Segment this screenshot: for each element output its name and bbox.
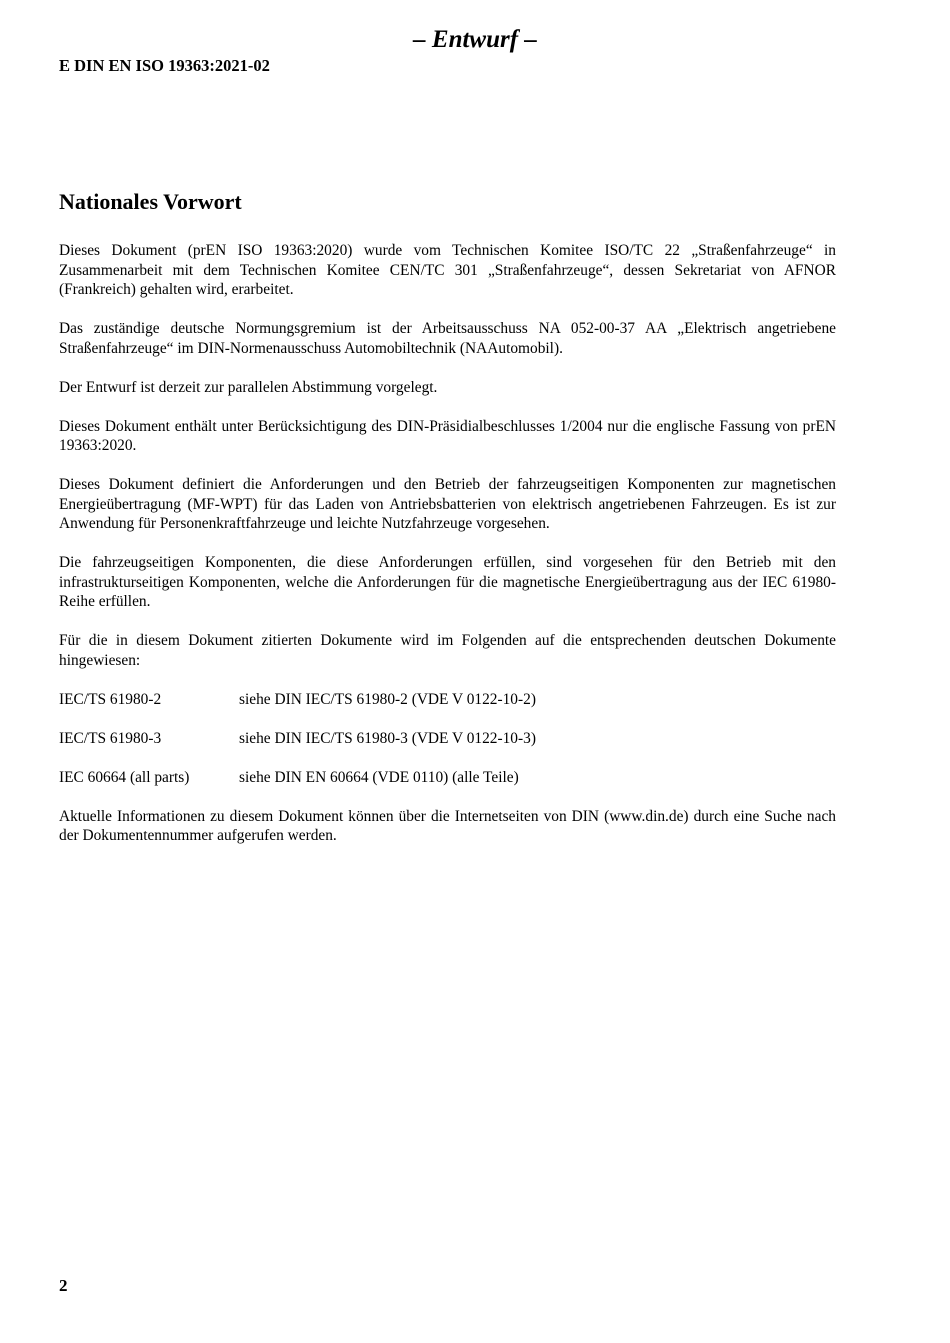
paragraph-current-information: Aktuelle Informationen zu diesem Dokument können über die Internetseiten von DIN (www.din.de) durch eine Suche nach der Dokumentennummer aufgerufen werden.	[59, 807, 836, 844]
reference-row	[59, 729, 836, 749]
document-identifier: E DIN EN ISO 19363:2021-02	[59, 56, 270, 75]
reference-international: IEC/TS 61980-2	[59, 690, 162, 708]
paragraph-responsible-body: Das zuständige deutsche Normungsgremium ist der Arbeitsausschuss NA 052-00-37 AA „Elektrisch angetriebene Straßenfahrzeuge“ im DIN-Normenausschuss Automobiltechnik (NAAutomobil).	[59, 320, 836, 357]
paragraph-references-intro: Für die in diesem Dokument zitierten Dokumente wird im Folgenden auf die entsprechenden deutschen Dokumente hingewiesen:	[59, 632, 836, 669]
reference-national: siehe DIN EN 60664 (VDE 0110) (alle Teile)	[239, 768, 519, 786]
paragraph-committee: Dieses Dokument (prEN ISO 19363:2020) wurde vom Technischen Komitee ISO/TC 22 „Straßenfahrzeuge“ in Zusammenarbeit mit dem Technischen Komitee CEN/TC 301 „Straßenfahrzeuge“, dessen Sekretariat von AFNOR (Frankreich) gehalten wird, erarbeitet.	[59, 242, 836, 298]
reference-national: siehe DIN IEC/TS 61980-3 (VDE V 0122-10-3)	[239, 729, 536, 747]
paragraph-draft-status: Der Entwurf ist derzeit zur parallelen Abstimmung vorgelegt.	[59, 378, 438, 396]
section-heading: Nationales Vorwort	[59, 189, 242, 214]
reference-national: siehe DIN IEC/TS 61980-2 (VDE V 0122-10-2)	[239, 690, 536, 708]
paragraph-language-version: Dieses Dokument enthält unter Berücksichtigung des DIN-Präsidialbeschlusses 1/2004 nur die englische Fassung von prEN 19363:2020.	[59, 417, 836, 454]
paragraph-scope: Dieses Dokument definiert die Anforderungen und den Betrieb der fahrzeugseitigen Komponenten zur magnetischen Energieübertragung (MF-WPT) für das Laden von Antriebsbatterien von elektrisch angetriebenen Fahrzeugen. Es ist zur Anwendung für Personenkraftfahrzeuge und leichte Nutzfahrzeuge vorgesehen.	[59, 476, 836, 532]
document-body	[59, 241, 836, 865]
reference-international: IEC/TS 61980-3	[59, 729, 162, 747]
draft-watermark-title: – Entwurf –	[413, 26, 537, 53]
reference-row	[59, 768, 836, 788]
reference-row	[59, 690, 836, 710]
reference-international: IEC 60664 (all parts)	[59, 768, 190, 786]
page-number: 2	[59, 1276, 68, 1295]
paragraph-infrastructure: Die fahrzeugseitigen Komponenten, die diese Anforderungen erfüllen, sind vorgesehen für den Betrieb mit den infrastrukturseitigen Komponenten, welche die Anforderungen für die magnetische Energieübertragung aus der IEC 61980-Reihe erfüllen.	[59, 554, 836, 610]
